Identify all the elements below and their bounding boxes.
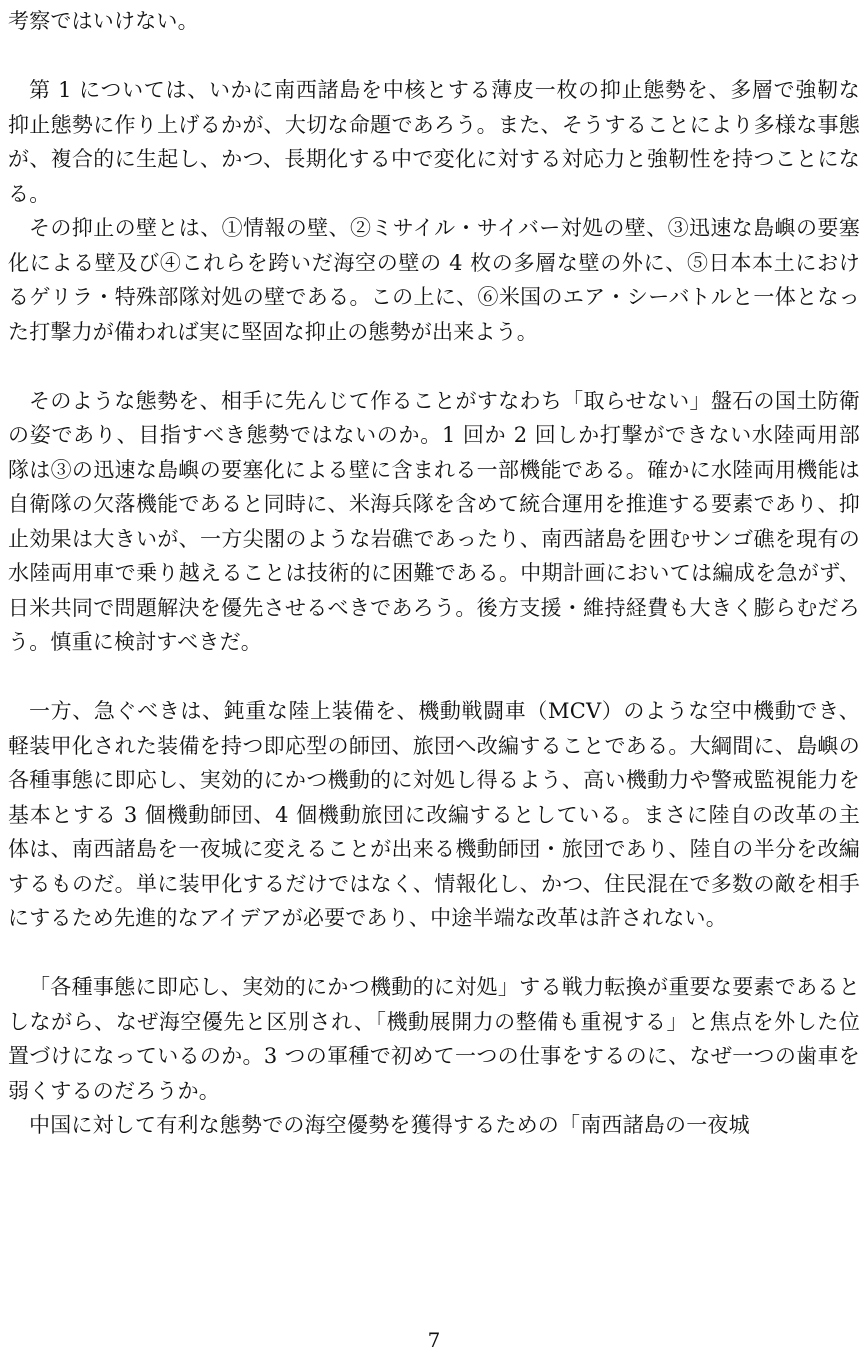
- document-body: [8, 4, 860, 1143]
- paragraph-1: 考察ではいけない。: [8, 9, 199, 33]
- paragraph-gap: [8, 39, 860, 74]
- paragraph-3: その抑止の壁とは、①情報の壁、②ミサイル・サイバー対処の壁、③迅速な島嶼の要塞化による壁及び④これらを跨いだ海空の壁の 4 枚の多層な壁の外に、⑤日本本土におけるゲリラ・特殊部隊対処の壁である。この上に、⑥米国のエア・シーバトルと一体となった打撃力が備われば実に堅固な抑止の態勢が出来よう。: [8, 216, 860, 344]
- paragraph-gap: [8, 660, 860, 695]
- paragraph-5: 一方、急ぐべきは、鈍重な陸上装備を、機動戦闘車（MCV）のような空中機動でき、軽装甲化された装備を持つ即応型の師団、旅団へ改編することである。大綱間に、島嶼の各種事態に即応し、実効的にかつ機動的に対処し得るよう、高い機動力や警戒監視能力を基本とする 3 個機動師団、4 個機動旅団に改編するとしている。まさに陸自の改革の主体は、南西諸島を一夜城に変えることが出来る機動師団・旅団であり、陸自の半分を改編するものだ。単に装甲化するだけではなく、情報化し、かつ、住民混在で多数の敵を相手にするため先進的なアイデアが必要であり、中途半端な改革は許されない。: [8, 699, 860, 930]
- paragraph-7: 中国に対して有利な態勢での海空優勢を獲得するための「南西諸島の一夜城: [29, 1113, 750, 1137]
- paragraph-gap: [8, 349, 860, 384]
- paragraph-6: 「各種事態に即応し、実効的にかつ機動的に対処」する戦力転換が重要な要素であるとしながら、なぜ海空優先と区別され、「機動展開力の整備も重視する」と焦点を外した位置づけになっているのか。3 つの軍種で初めて一つの仕事をするのに、なぜ一つの歯車を弱くするのだろうか。: [8, 975, 860, 1103]
- paragraph-2: 第 1 については、いかに南西諸島を中核とする薄皮一枚の抑止態勢を、多層で強靭な抑止態勢に作り上げるかが、大切な命題であろう。また、そうすることにより多様な事態が、複合的に生起し、かつ、長期化する中で変化に対する対応力と強靭性を持つことになる。: [8, 78, 860, 206]
- paragraph-4: そのような態勢を、相手に先んじて作ることがすなわち「取らせない」盤石の国土防衛の姿であり、目指すべき態勢ではないのか。1 回か 2 回しか打撃ができない水陸両用部隊は③の迅速な島嶼の要塞化による壁に含まれる一部機能である。確かに水陸両用機能は自衛隊の欠落機能であると同時に、米海兵隊を含めて統合運用を推進する要素であり、抑止効果は大きいが、一方尖閣のような岩礁であったり、南西諸島を囲むサンゴ礁を現有の水陸両用車で乗り越えることは技術的に困難である。中期計画においては編成を急がず、日米共同で問題解決を優先させるべきであろう。後方支援・維持経費も大きく膨らむだろう。慎重に検討すべきだ。: [8, 388, 860, 654]
- page-number: 7: [427, 1328, 441, 1352]
- paragraph-gap: [8, 936, 860, 971]
